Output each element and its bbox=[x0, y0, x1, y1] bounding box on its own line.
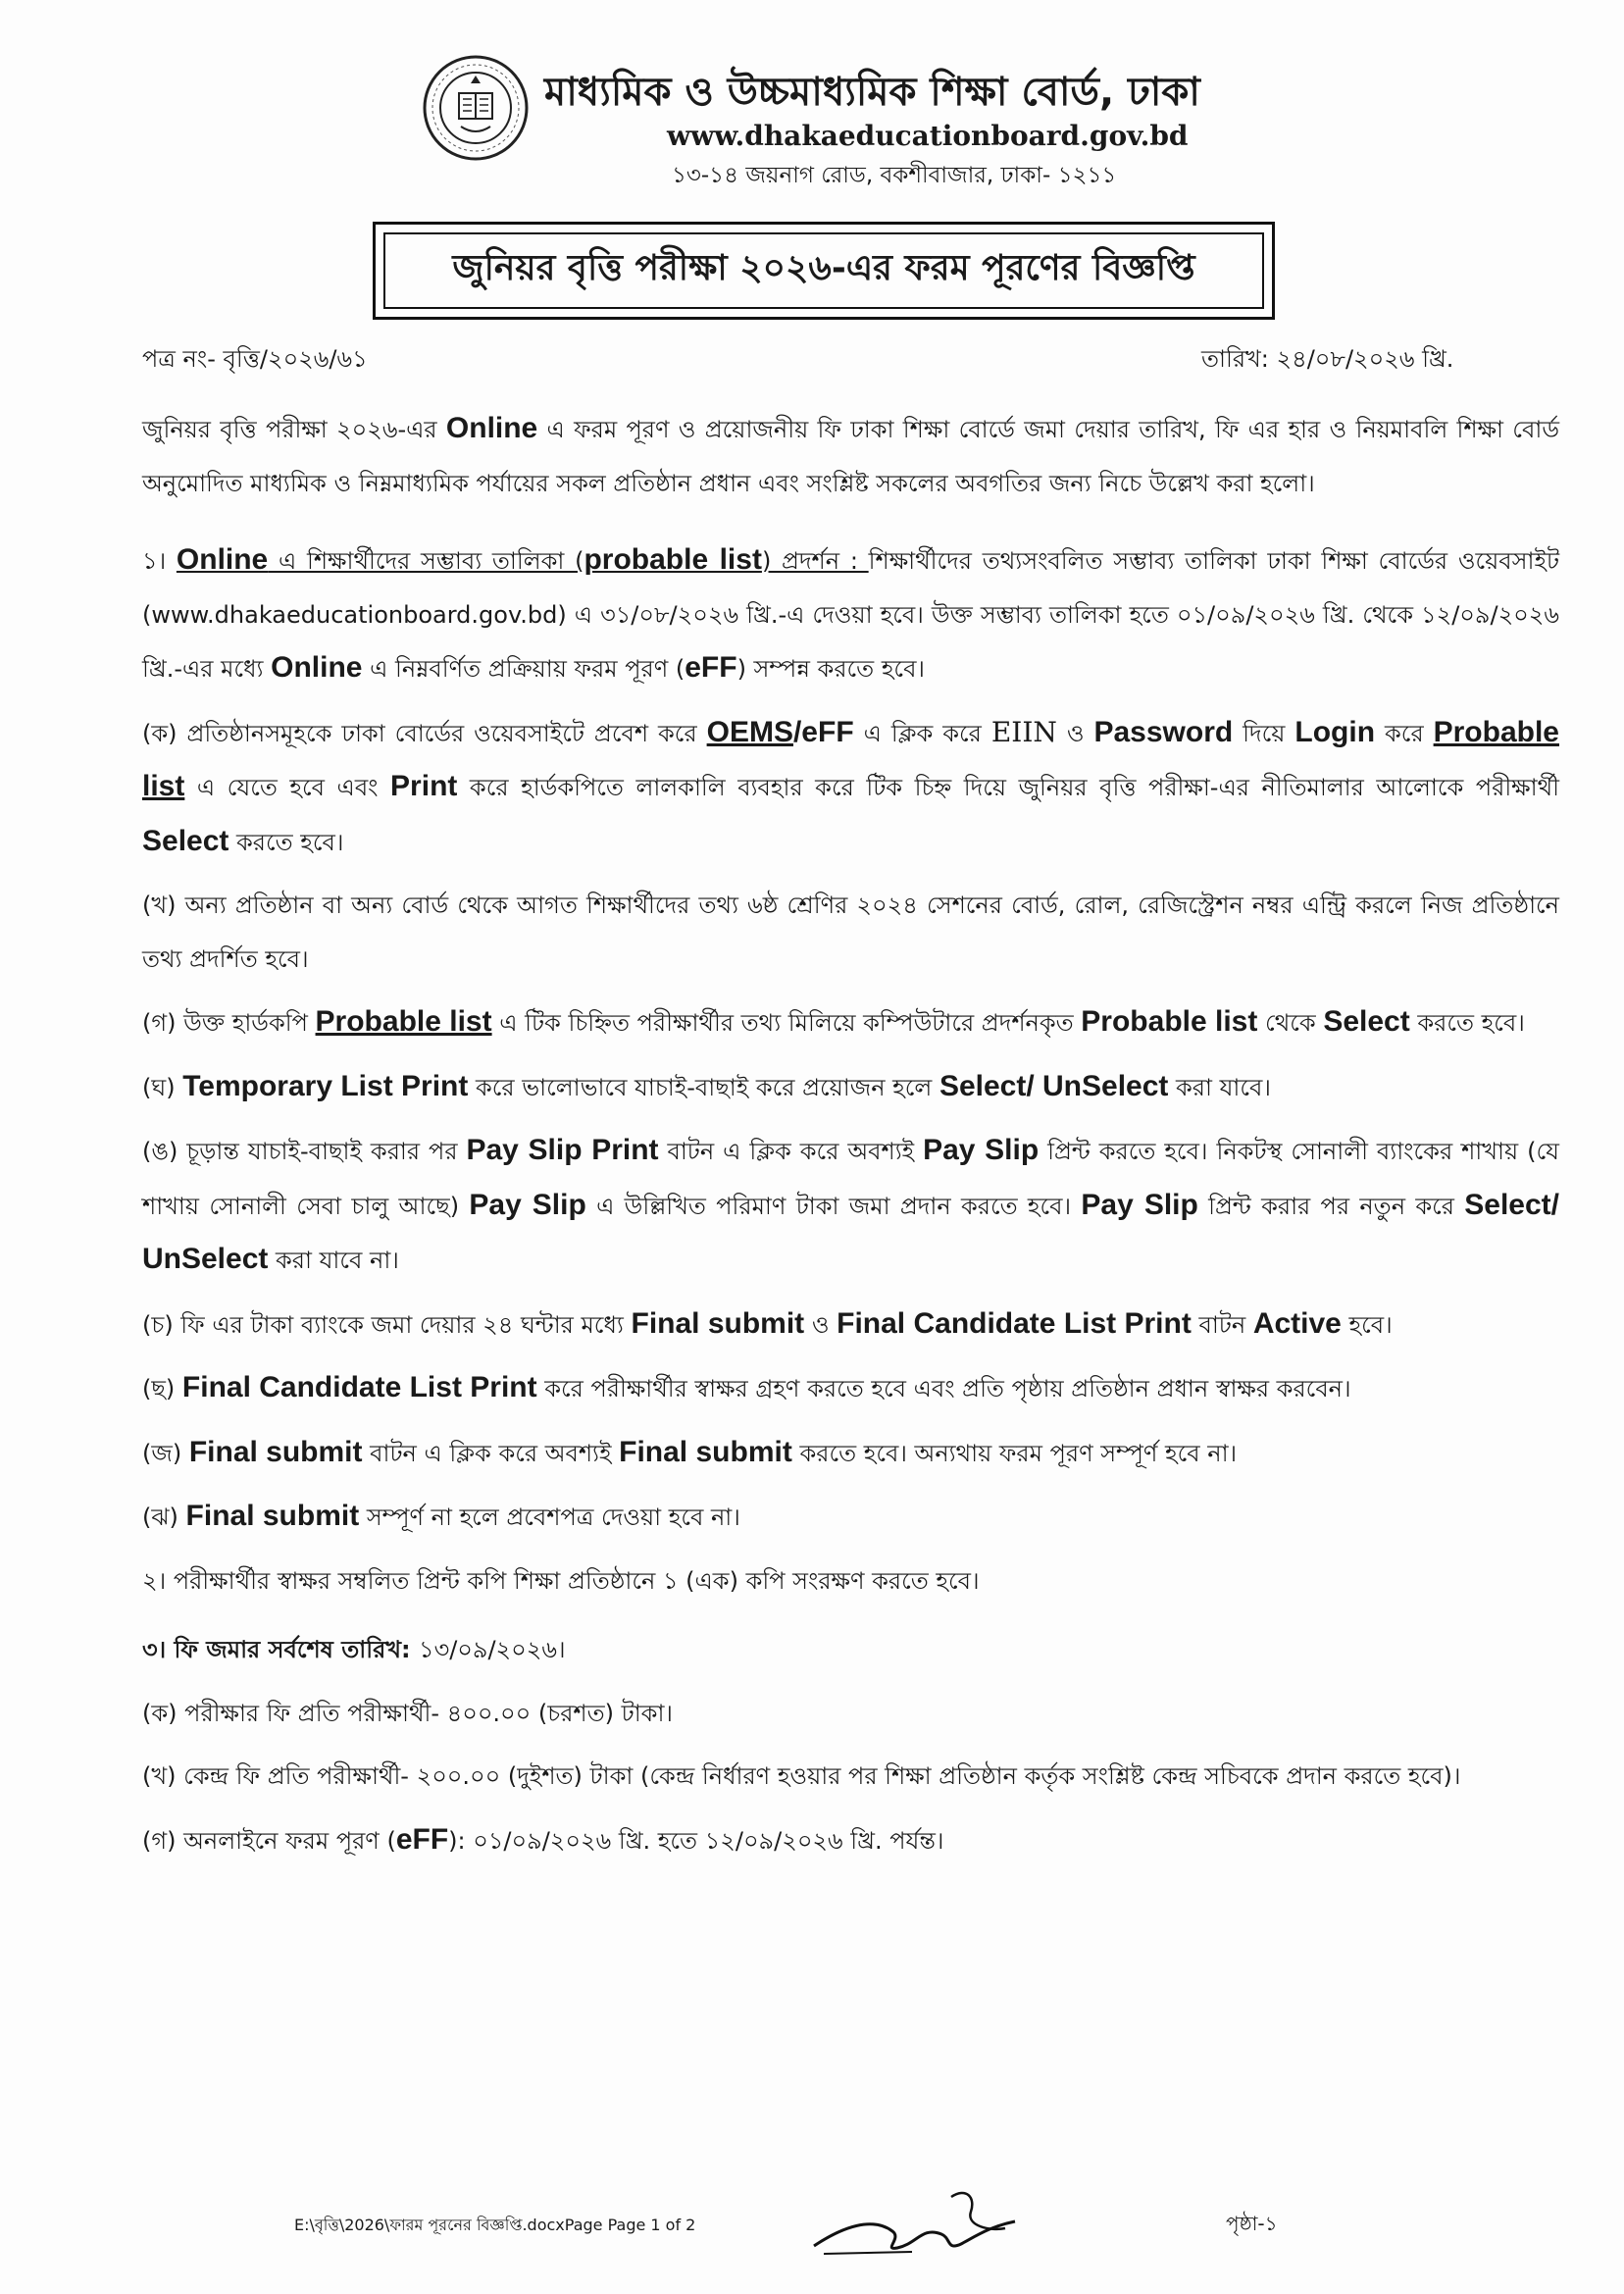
section-3: ৩। ফি জমার সর্বশেষ তারিখ: ১৩/০৯/২০২৬। bbox=[142, 1636, 566, 1663]
page-number: পৃষ্ঠা-১ bbox=[1226, 2212, 1278, 2235]
board-seal-logo bbox=[422, 54, 530, 162]
item-uo: (ঙ) চূড়ান্ত যাচাই-বাছাই করার পর Pay Slip Print বাটন এ ক্লিক করে অবশ্যই Pay Slip প্রিন্ট করতে হবে। নিকটস্থ সোনালী ব্যাংকের শাখায় (যে শাখায় সোনালী সেবা চালু আছে) Pay Slip এ উল্লিখিত পরিমাণ টাকা জমা প্রদান করতে হবে। Pay Slip প্রিন্ট করার পর নতুন করে Select/ UnSelect করা যাবে না। bbox=[142, 1134, 1560, 1275]
fee-eff-period: (গ) অনলাইনে ফরম পূরণ (eFF): ০১/০৯/২০২৬ খ্রি. হতে ১২/০৯/২০২৬ খ্রি. পর্যন্ত। bbox=[142, 1822, 944, 1856]
memo-number: পত্র নং- বৃত্তি/২০২৬/৬১ bbox=[142, 345, 368, 373]
item-chha: (ছ) Final Candidate List Print করে পরীক্ষার্থীর স্বাক্ষর গ্রহণ করতে হবে এবং প্রতি পৃষ্ঠায় প্রতিষ্ঠান প্রধান স্বাক্ষর করবেন। bbox=[142, 1371, 1351, 1403]
item-kha: (খ) অন্য প্রতিষ্ঠান বা অন্য বোর্ড থেকে আগত শিক্ষার্থীদের তথ্য ৬ষ্ঠ শ্রেণির ২০২৪ সেশনের বোর্ড, রোল, রেজিস্ট্রেশন নম্বর এন্ট্রি করলে নিজ প্রতিষ্ঠানে তথ্য প্রদর্শিত হবে। bbox=[142, 892, 1559, 973]
section-2: ২। পরীক্ষার্থীর স্বাক্ষর সম্বলিত প্রিন্ট কপি শিক্ষা প্রতিষ্ঠানে ১ (এক) কপি সংরক্ষণ করতে হবে। bbox=[142, 1566, 980, 1595]
item-cha: (চ) ফি এর টাকা ব্যাংকে জমা দেয়ার ২৪ ঘন্টার মধ্যে Final submit ও Final Candidate List Print বাটন Active হবে। bbox=[142, 1306, 1393, 1340]
board-address: ১৩-১৪ জয়নাগ রোড, বকশীবাজার, ঢাকা- ১২১১ bbox=[672, 163, 1117, 188]
item-ga: (গ) উক্ত হার্ডকপি Probable list এ টিক চিহ্নিত পরীক্ষার্থীর তথ্য মিলিয়ে কম্পিউটারে প্রদর্শনকৃত Probable list থেকে Select করতে হবে। bbox=[142, 1005, 1525, 1038]
notice-body bbox=[142, 402, 1559, 1867]
notice-date: তারিখ: ২৪/০৮/২০২৬ খ্রি. bbox=[1201, 345, 1454, 373]
file-path-footer: E:\বৃত্তি\2026\ফারম পূরনের বিজ্ঞপ্তি.docxPage Page 1 of 2 bbox=[294, 2216, 696, 2234]
item-jha: (ঝ) Final submit সম্পূর্ণ না হলে প্রবেশপত্র দেওয়া হবে না। bbox=[142, 1500, 740, 1532]
signature bbox=[804, 2158, 1059, 2266]
section-1: ১। Online এ শিক্ষার্থীদের সম্ভাব্য তালিকা (probable list) প্রদর্শন : শিক্ষার্থীদের তথ্যসংবলিত সম্ভাব্য তালিকা ঢাকা শিক্ষা বোর্ডের ওয়েবসাইট (www.dhakaeducationboard.gov.bd) এ ৩১/০৮/২০২৬ খ্রি.-এ দেওয়া হবে। উক্ত সম্ভাব্য তালিকা হতে ০১/০৯/২০২৬ খ্রি. থেকে ১২/০৯/২০২৬ খ্রি.-এর মধ্যে Online এ নিম্নবর্ণিত প্রক্রিয়ায় ফরম পূরণ (eFF) সম্পন্ন করতে হবে। bbox=[142, 543, 1560, 684]
notice-title: জুনিয়র বৃত্তি পরীক্ষা ২০২৬-এর ফরম পূরণের বিজ্ঞপ্তি bbox=[452, 248, 1195, 288]
fee-centre: (খ) কেন্দ্র ফি প্রতি পরীক্ষার্থী- ২০০.০০ (দুইশত) টাকা (কেন্দ্র নির্ধারণ হওয়ার পর শিক্ষা প্রতিষ্ঠান কর্তৃক সংশ্লিষ্ট কেন্দ্র সচিবকে প্রদান করতে হবে)। bbox=[142, 1762, 1461, 1790]
notice-title-box bbox=[373, 222, 1275, 320]
board-website: www.dhakaeducationboard.gov.bd bbox=[667, 120, 1189, 152]
item-ka: (ক) প্রতিষ্ঠানসমূহকে ঢাকা বোর্ডের ওয়েবসাইটে প্রবেশ করে OEMS/eFF এ ক্লিক করে EIIN ও Password দিয়ে Login করে Probable list এ যেতে হবে এবং Print করে হার্ডকপিতে লালকালি ব্যবহার করে টিক চিহ্ন দিয়ে জুনিয়র বৃত্তি পরীক্ষা-এর নীতিমালার আলোকে পরীক্ষার্থী Select করতে হবে। bbox=[142, 715, 1559, 857]
board-name: মাধ্যমিক ও উচ্চমাধ্যমিক শিক্ষা বোর্ড, ঢাকা bbox=[544, 70, 1200, 115]
intro-paragraph: জুনিয়র বৃত্তি পরীক্ষা ২০২৬-এর Online এ ফরম পূরণ ও প্রয়োজনীয় ফি ঢাকা শিক্ষা বোর্ডে জমা দেয়ার তারিখ, ফি এর হার ও নিয়মাবলি শিক্ষা বোর্ড অনুমোদিত মাধ্যমিক ও নিম্নমাধ্যমিক পর্যায়ের সকল প্রতিষ্ঠান প্রধান এবং সংশ্লিষ্ট সকলের অবগতির জন্য নিচে উল্লেখ করা হলো। bbox=[142, 412, 1559, 497]
item-ja: (জ) Final submit বাটন এ ক্লিক করে অবশ্যই Final submit করতে হবে। অন্যথায় ফরম পূরণ সম্পূর্ণ হবে না। bbox=[142, 1435, 1238, 1468]
item-gha: (ঘ) Temporary List Print করে ভালোভাবে যাচাই-বাছাই করে প্রয়োজন হলে Select/ UnSelect করা যাবে। bbox=[142, 1069, 1271, 1102]
fee-exam: (ক) পরীক্ষার ফি প্রতি পরীক্ষার্থী- ৪০০.০০ (চরশত) টাকা। bbox=[142, 1699, 673, 1727]
